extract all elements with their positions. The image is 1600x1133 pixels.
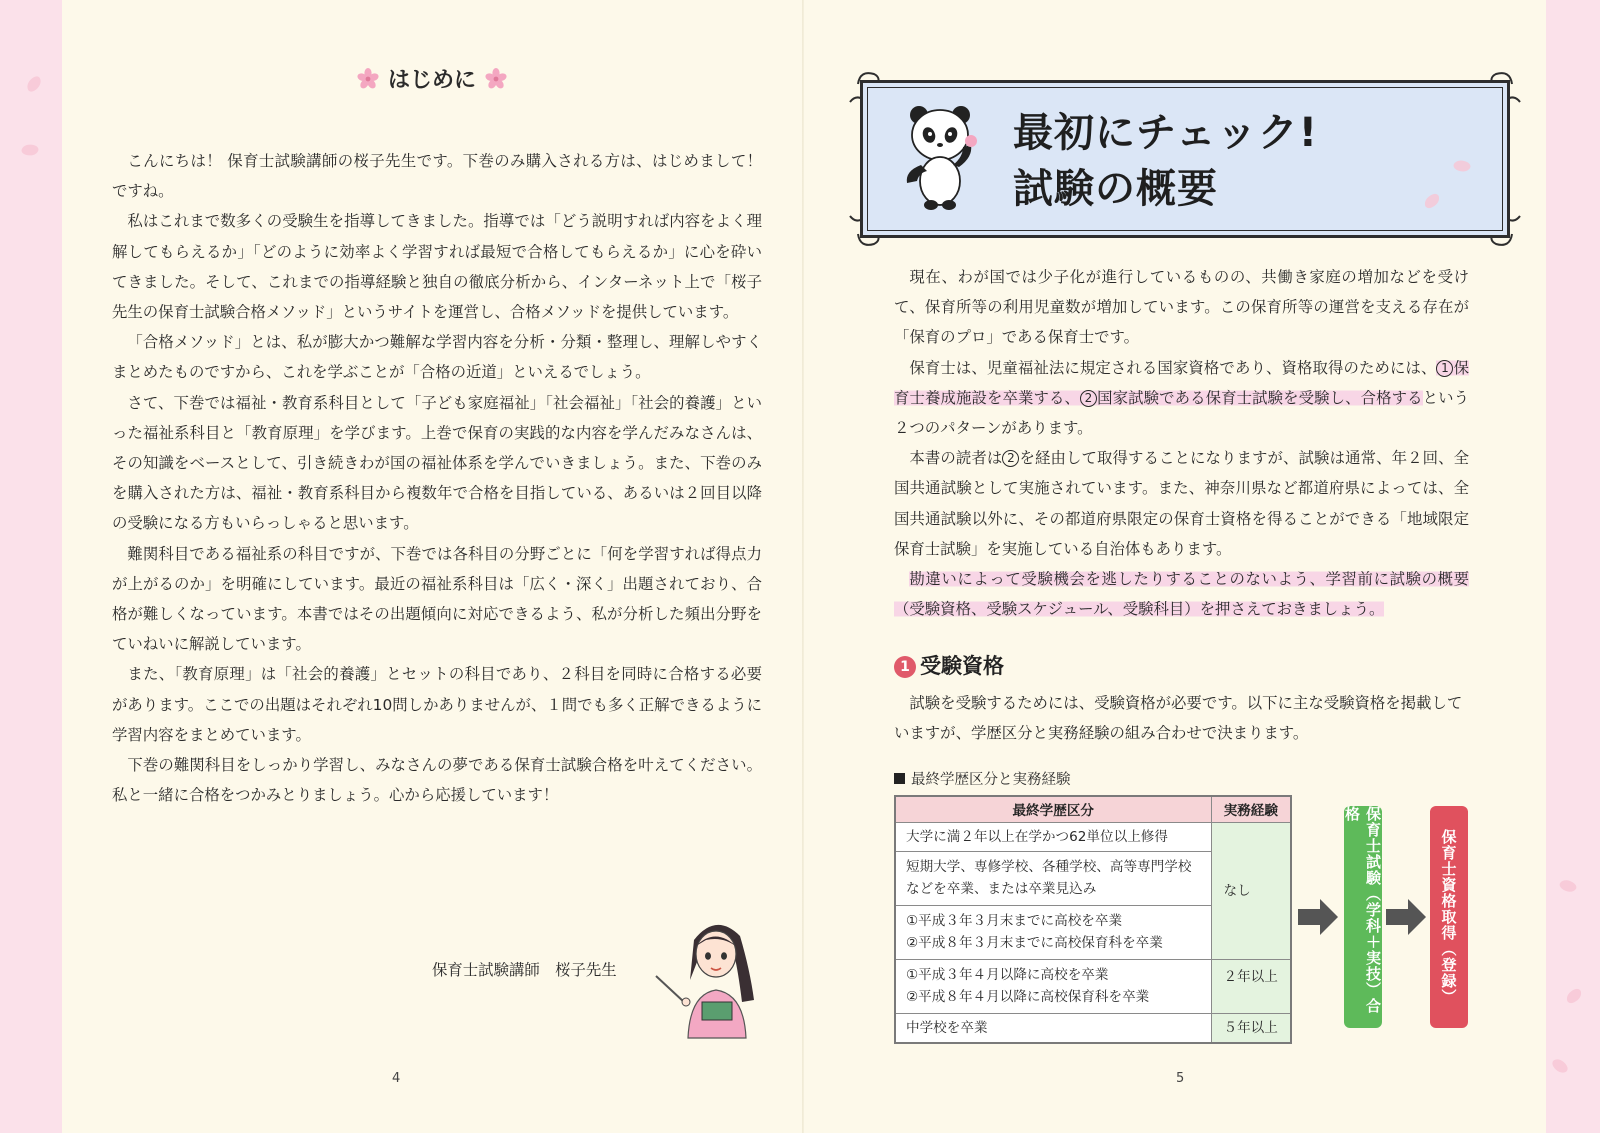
- cherry-blossom-icon: [484, 67, 508, 91]
- section-text: [894, 688, 1469, 748]
- teacher-illustration: [654, 910, 764, 1040]
- flow-step-exam-pass: 保育士試験（学科＋実技）合格: [1344, 806, 1382, 1028]
- overview-paragraph: [894, 443, 1469, 564]
- text-run: 保育士養成施設を卒業する、: [894, 358, 1469, 407]
- intro-paragraph: こんにちは！ 保育士試験講師の桜子先生です。下巻のみ購入される方は、はじめまして！ ですね。: [112, 152, 762, 201]
- text-run: 本書の読者は: [909, 449, 1003, 468]
- panda-mascot-icon: [901, 101, 981, 211]
- square-bullet-icon: [894, 773, 905, 784]
- highlighted-text: 勘違いによって受験機会を逃したりすることのないよう、学習前に試験の概要（受験資格、受験スケジュール、受験科目）を押さえておきましょう。: [894, 570, 1469, 619]
- table-row: [895, 959, 1291, 1013]
- table-caption: [894, 768, 1071, 789]
- education-line: ②平成８年３月末までに高校保育科を卒業: [906, 935, 1163, 951]
- education-cell: 中学校を卒業: [895, 1013, 1211, 1043]
- petal-decoration: [1551, 1056, 1569, 1076]
- education-line: ②平成８年４月以降に高校保育科を卒業: [906, 989, 1150, 1005]
- text-run: 保育士は、児童福祉法に規定される国家資格であり、資格取得のためには、: [909, 358, 1437, 377]
- cherry-blossom-icon: [356, 67, 380, 91]
- experience-cell: なし: [1211, 822, 1291, 959]
- petal-decoration: [1558, 876, 1578, 895]
- intro-body: [112, 146, 762, 810]
- intro-paragraph: 「合格メソッド」とは、私が膨大かつ難解な学習内容を分析・分類・整理し、理解しやすくまとめたものですから、これを学ぶことが「合格の近道」といえるでしょう。: [112, 333, 762, 382]
- table-row: [895, 1013, 1291, 1043]
- table-header-row: [895, 796, 1291, 822]
- petal-decoration: [24, 75, 44, 93]
- section-number-badge: 1: [894, 656, 916, 678]
- qualification-table: [894, 795, 1292, 1044]
- overview-paragraph: [894, 353, 1469, 444]
- section-heading: [894, 650, 1004, 680]
- intro-paragraph: 難関科目である福祉系の科目ですが、下巻では各科目の分野ごとに「何を学習すれば得点力が上がるのか」を明確にしています。最近の福祉系科目は「広く・深く」出題されており、合格が難しくなっています。本書ではその出題傾向に対応できるよう、私が分析した頻出分野をていねいに解説しています。: [112, 544, 762, 654]
- petal-decoration: [1564, 988, 1583, 1005]
- section-title: 受験資格: [920, 654, 1004, 678]
- page-number: 4: [392, 1071, 401, 1086]
- text-run: という２つのパターンがあります。: [894, 388, 1469, 438]
- arrow-right-icon: [1298, 899, 1338, 935]
- right-page: [804, 0, 1546, 1133]
- arrow-right-icon: [1386, 899, 1426, 935]
- education-cell: [895, 905, 1211, 959]
- chapter-banner: [860, 80, 1510, 238]
- text-run: を経由して取得することになりますが、試験は通常、年２回、全国共通試験として実施されています。また、神奈川県など都道府県によっては、全国共通試験以外に、その都道府県限定の保育士資格を得ることができる「地域限定保育士試験」を実施している自治体もあります。: [894, 449, 1469, 558]
- overview-paragraph: 現在、わが国では少子化が進行しているものの、共働き家庭の増加などを受けて、保育所等の利用児童数が増加しています。この保育所等の運営を支える存在が「保育のプロ」である保育士です。: [894, 268, 1469, 347]
- banner-title: [1013, 105, 1318, 217]
- section-paragraph: 試験を受験するためには、受験資格が必要です。以下に主な受験資格を掲載していますが、学歴区分と実務経験の組み合わせで決まります。: [894, 694, 1463, 743]
- experience-cell: ５年以上: [1211, 1013, 1291, 1043]
- banner-title-line: 最初にチェック!: [1013, 110, 1319, 156]
- intro-paragraph: さて、下巻では福祉・教育系科目として「子ども家庭福祉」「社会福祉」「社会的養護」といった福祉系科目と「教育原理」を学びます。上巻で保育の実践的な内容を学んだみなさんは、その知識をベースとして、引き続きわが国の福祉体系を学んでいきましょう。また、下巻のみを購入された方は、福祉・教育系科目から複数年で合格を目指している、あるいは２回目以降の受験になる方もいらっしゃると思います。: [112, 393, 762, 533]
- table-row: [895, 822, 1291, 851]
- education-cell: [895, 959, 1211, 1013]
- education-line: ①平成３年４月以降に高校を卒業: [906, 967, 1109, 983]
- education-cell: 短期大学、専修学校、各種学校、高等専門学校などを卒業、または卒業見込み: [895, 851, 1211, 905]
- table-header-cell: 実務経験: [1211, 796, 1291, 822]
- overview-paragraph: [894, 564, 1469, 624]
- intro-paragraph: また、「教育原理」は「社会的養護」とセットの科目であり、２科目を同時に合格する必要があります。ここでの出題はそれぞれ10問しかありませんが、１問でも多く正解できるように学習内容をまとめています。: [112, 665, 762, 744]
- intro-paragraph: 下巻の難関科目をしっかり学習し、みなさんの夢である保育士試験合格を叶えてください。私と一緒に合格をつかみとりましょう。心から応援しています！: [112, 756, 762, 805]
- flow-step-registration: 保育士資格取得（登録）: [1430, 806, 1468, 1028]
- overview-text: [894, 262, 1469, 624]
- left-page: [62, 0, 802, 1133]
- education-cell: 大学に満２年以上在学かつ62単位以上修得: [895, 822, 1211, 851]
- banner-title-line: 試験の概要: [1013, 166, 1218, 212]
- intro-title-text: はじめに: [387, 68, 476, 93]
- petal-decoration: [20, 142, 39, 159]
- intro-title: [62, 63, 802, 94]
- circled-number: 2: [1002, 450, 1019, 467]
- page-number: 5: [1176, 1071, 1185, 1086]
- text-run: 国家試験である保育士試験を受験し、合格する: [1097, 388, 1423, 407]
- education-line: ①平成３年３月末までに高校を卒業: [906, 913, 1123, 929]
- experience-cell: ２年以上: [1211, 959, 1291, 1013]
- intro-paragraph: 私はこれまで数多くの受験生を指導してきました。指導では「どう説明すれば内容をよく理解してもらえるか」「どのように効率よく学習すれば最短で合格してもらえるか」に心を砕いてきました。そして、これまでの指導経験と独自の徹底分析から、インターネット上で「桜子先生の保育士試験合格メソッド」というサイトを運営し、合格メソッドを提供しています。: [112, 212, 762, 322]
- author-signature: 保育士試験講師 桜子先生: [432, 961, 617, 979]
- table-caption-text: 最終学歴区分と実務経験: [911, 772, 1071, 788]
- circled-number: 1: [1436, 360, 1453, 377]
- circled-number: 2: [1080, 390, 1097, 407]
- table-header-cell: 最終学歴区分: [895, 796, 1211, 822]
